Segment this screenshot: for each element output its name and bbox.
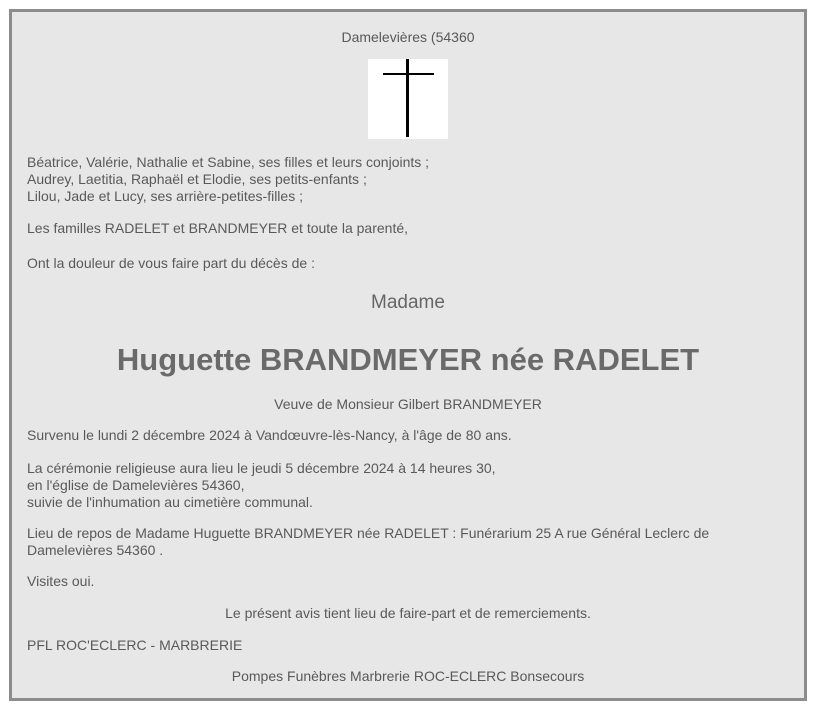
family-line-great-grandchildren: Lilou, Jade et Lucy, ses arrière-petites-filles ; — [27, 188, 303, 204]
rest-place-line-2: Damelevières 54360 . — [27, 542, 164, 558]
family-line-daughters: Béatrice, Valérie, Nathalie et Sabine, ses filles et leurs conjoints ; — [27, 154, 430, 170]
ceremony-line-1: La cérémonie religieuse aura lieu le jeudi 5 décembre 2024 à 14 heures 30, — [27, 460, 496, 476]
deceased-title: Madame — [371, 292, 445, 313]
ceremony-line-3: suivie de l'inhumation au cimetière communal. — [27, 494, 313, 510]
cross-icon — [368, 59, 448, 139]
cross-vertical — [406, 59, 409, 137]
location-header: Damelevières (54360 — [341, 29, 475, 45]
notice-line: Le présent avis tient lieu de faire-part et de remerciements. — [225, 605, 591, 621]
families-line: Les familles RADELET et BRANDMEYER et toute la parenté, — [27, 220, 409, 236]
cross-horizontal — [383, 73, 434, 75]
footer-line: Pompes Funèbres Marbrerie ROC-ECLERC Bonsecours — [231, 668, 585, 684]
family-line-grandchildren: Audrey, Laetitia, Raphaël et Elodie, ses petits-enfants ; — [27, 171, 367, 187]
ceremony-line-2: en l'église de Damelevières 54360, — [27, 477, 245, 493]
deceased-name: Huguette BRANDMEYER née RADELET — [116, 342, 700, 377]
widow-line: Veuve de Monsieur Gilbert BRANDMEYER — [274, 396, 542, 412]
rest-place-line-1: Lieu de repos de Madame Huguette BRANDMEYER née RADELET : Funérarium 25 A rue Général Leclerc de — [27, 525, 710, 541]
obituary-card — [9, 9, 807, 701]
visits-line: Visites oui. — [27, 573, 95, 589]
death-line: Survenu le lundi 2 décembre 2024 à Vandœuvre-lès-Nancy, à l'âge de 80 ans. — [27, 427, 512, 443]
company-line: PFL ROC'ECLERC - MARBRERIE — [27, 637, 243, 653]
announce-line: Ont la douleur de vous faire part du décès de : — [27, 255, 315, 271]
